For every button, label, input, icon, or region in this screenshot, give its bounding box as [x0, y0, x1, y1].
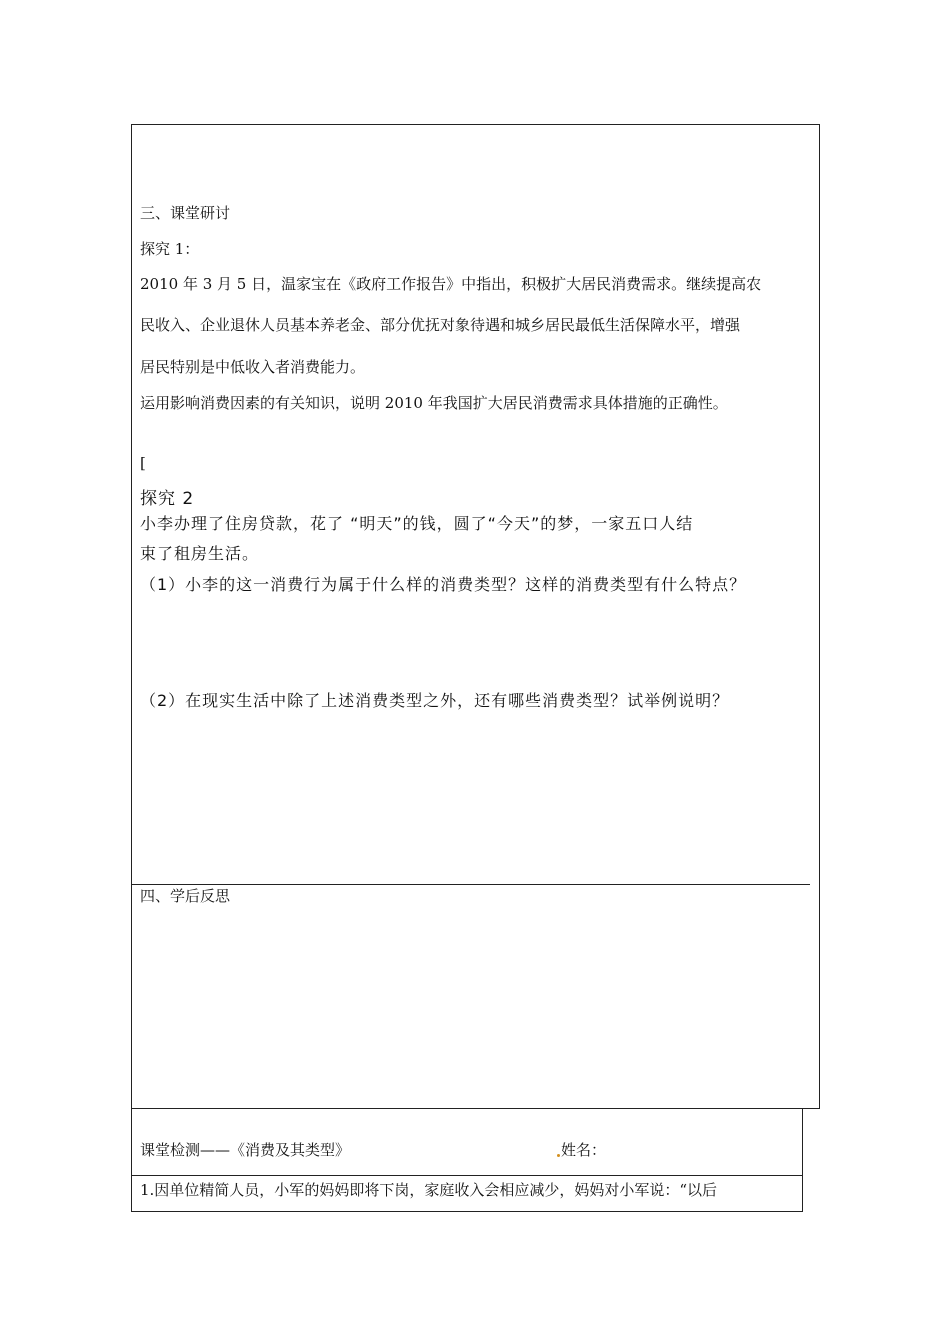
explore2-question-2: （2）在现实生活中除了上述消费类型之外，还有哪些消费类型？试举例说明？ — [140, 691, 730, 710]
explore2-line-2: 束了租房生活。 — [140, 544, 260, 563]
quiz-divider — [131, 1175, 803, 1176]
section-divider — [131, 884, 810, 885]
section3-heading: 三、课堂研讨 — [140, 204, 231, 222]
explore2-question-1: （1）小李的这一消费行为属于什么样的消费类型？这样的消费类型有什么特点？ — [140, 575, 747, 594]
explore2-label: 探究 2 — [140, 489, 195, 509]
explore1-task: 运用影响消费因素的有关知识，说明 2010 年我国扩大居民消费需求具体措施的正确性。 — [140, 394, 728, 412]
study-section-frame — [131, 124, 820, 1109]
quiz-title: 课堂检测——《消费及其类型》 — [140, 1141, 351, 1159]
bracket-mark: [ — [140, 454, 146, 472]
marker-dot — [557, 1154, 560, 1157]
explore1-line-3: 居民特别是中低收入者消费能力。 — [140, 358, 366, 376]
quiz-question-1: 1.因单位精简人员，小军的妈妈即将下岗，家庭收入会相应减少，妈妈对小军说：“以后 — [140, 1181, 717, 1199]
explore1-line-1: 2010 年 3 月 5 日，温家宝在《政府工作报告》中指出，积极扩大居民消费需求。继续提高农 — [140, 275, 762, 293]
explore1-label: 探究 1： — [140, 240, 200, 258]
section4-heading: 四、学后反思 — [140, 887, 231, 905]
explore2-line-1: 小李办理了住房贷款，花了 “明天”的钱，圆了“今天”的梦，一家五口人结 — [140, 514, 694, 533]
explore1-line-2: 民收入、企业退休人员基本养老金、部分优抚对象待遇和城乡居民最低生活保障水平，增强 — [140, 316, 741, 334]
quiz-name-label: 姓名： — [561, 1141, 607, 1159]
